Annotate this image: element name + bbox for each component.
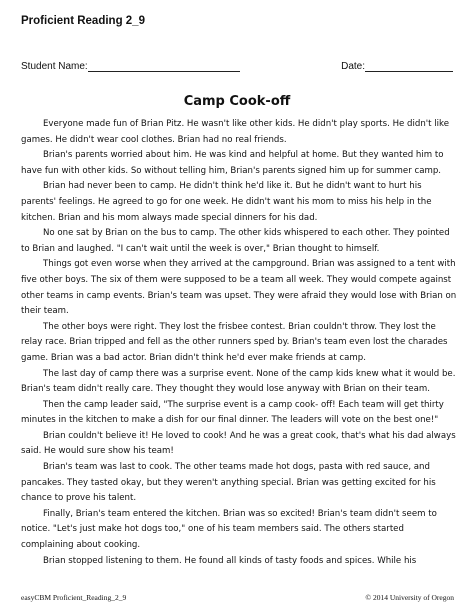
story-paragraph: Everyone made fun of Brian Pitz. He wasn't like other kids. He didn't play sports. He didn't like games. He didn't wear cool clothes. Brian had no real friends.: [21, 119, 449, 145]
story-paragraph: Brian's team was last to cook. The other teams made hot dogs, pasta with red sauce, and pancakes. They tasted okay, but they weren't anything special. Brian was getting excited for his chance to prove his talent.: [21, 462, 436, 504]
student-name-line: [88, 60, 240, 72]
student-name-label: Student Name:: [21, 61, 88, 72]
date-field: [341, 60, 453, 72]
worksheet-title: Proficient Reading 2_9: [21, 15, 145, 27]
date-line: [365, 60, 453, 72]
story-paragraph: Brian had never been to camp. He didn't think he'd like it. But he didn't want to hurt his parents' feelings. He agreed to go for one week. He didn't want his mom to miss his help in the kitchen. Brian and his mom always made special dinners for his dad.: [21, 181, 432, 223]
story-title: Camp Cook-off: [183, 94, 291, 109]
story-paragraph: Then the camp leader said, "The surprise event is a camp cook- off! Each team will get thirty minutes in the kitchen to make a dish for our final dinner. The leaders will vote on the best one!": [21, 399, 444, 426]
story-body: [21, 117, 458, 587]
student-name-field: [21, 60, 240, 72]
story-paragraph: Brian couldn't believe it! He loved to cook! And he was a great cook, that's what his dad always said. He would sure show his team!: [21, 430, 456, 457]
story-paragraph: Brian stopped listening to them. He found all kinds of tasty foods and spices. While his: [43, 555, 417, 566]
story-paragraph: Finally, Brian's team entered the kitchen. Brian was so excited! Brian's team didn't seem to notice. "Let's just make hot dogs too," one of his team members said. The others started complaining about cooking.: [21, 508, 437, 551]
story-paragraph: The other boys were right. They lost the frisbee contest. Brian couldn't throw. They lost the relay race. Brian tripped and fell as the other runners sped by. Brian's team even lost the charades game. Brian was a bad actor. Brian didn't think he'd ever make friends at camp.: [21, 321, 448, 363]
story-paragraph: No one sat by Brian on the bus to camp. The other kids whispered to each other. They pointed to Brian and laughed. "I can't wait until the week is over," Brian thought to himself.: [21, 228, 450, 254]
story-paragraph: The last day of camp there was a surprise event. None of the camp kids knew what it would be. Brian's team didn't really care. They thought they would lose anyway with Brian on their team.: [21, 368, 456, 395]
footer-copyright: © 2014 University of Oregon: [365, 593, 454, 602]
date-label: Date:: [341, 61, 365, 72]
story-paragraph: Brian's parents worried about him. He was kind and helpful at home. But they wanted him to have fun with other kids. So without telling him, Brian's parents signed him up for summer camp.: [21, 150, 444, 176]
footer-source: easyCBM Proficient_Reading_2_9: [21, 593, 127, 602]
story-paragraph: Things got even worse when they arrived at the campground. Brian was assigned to a tent with five other boys. The six of them were supposed to be a team all week. They would compete against other teams in camp events. Brian's team was upset. They were afraid they would lose with Brian on their team.: [21, 259, 457, 317]
